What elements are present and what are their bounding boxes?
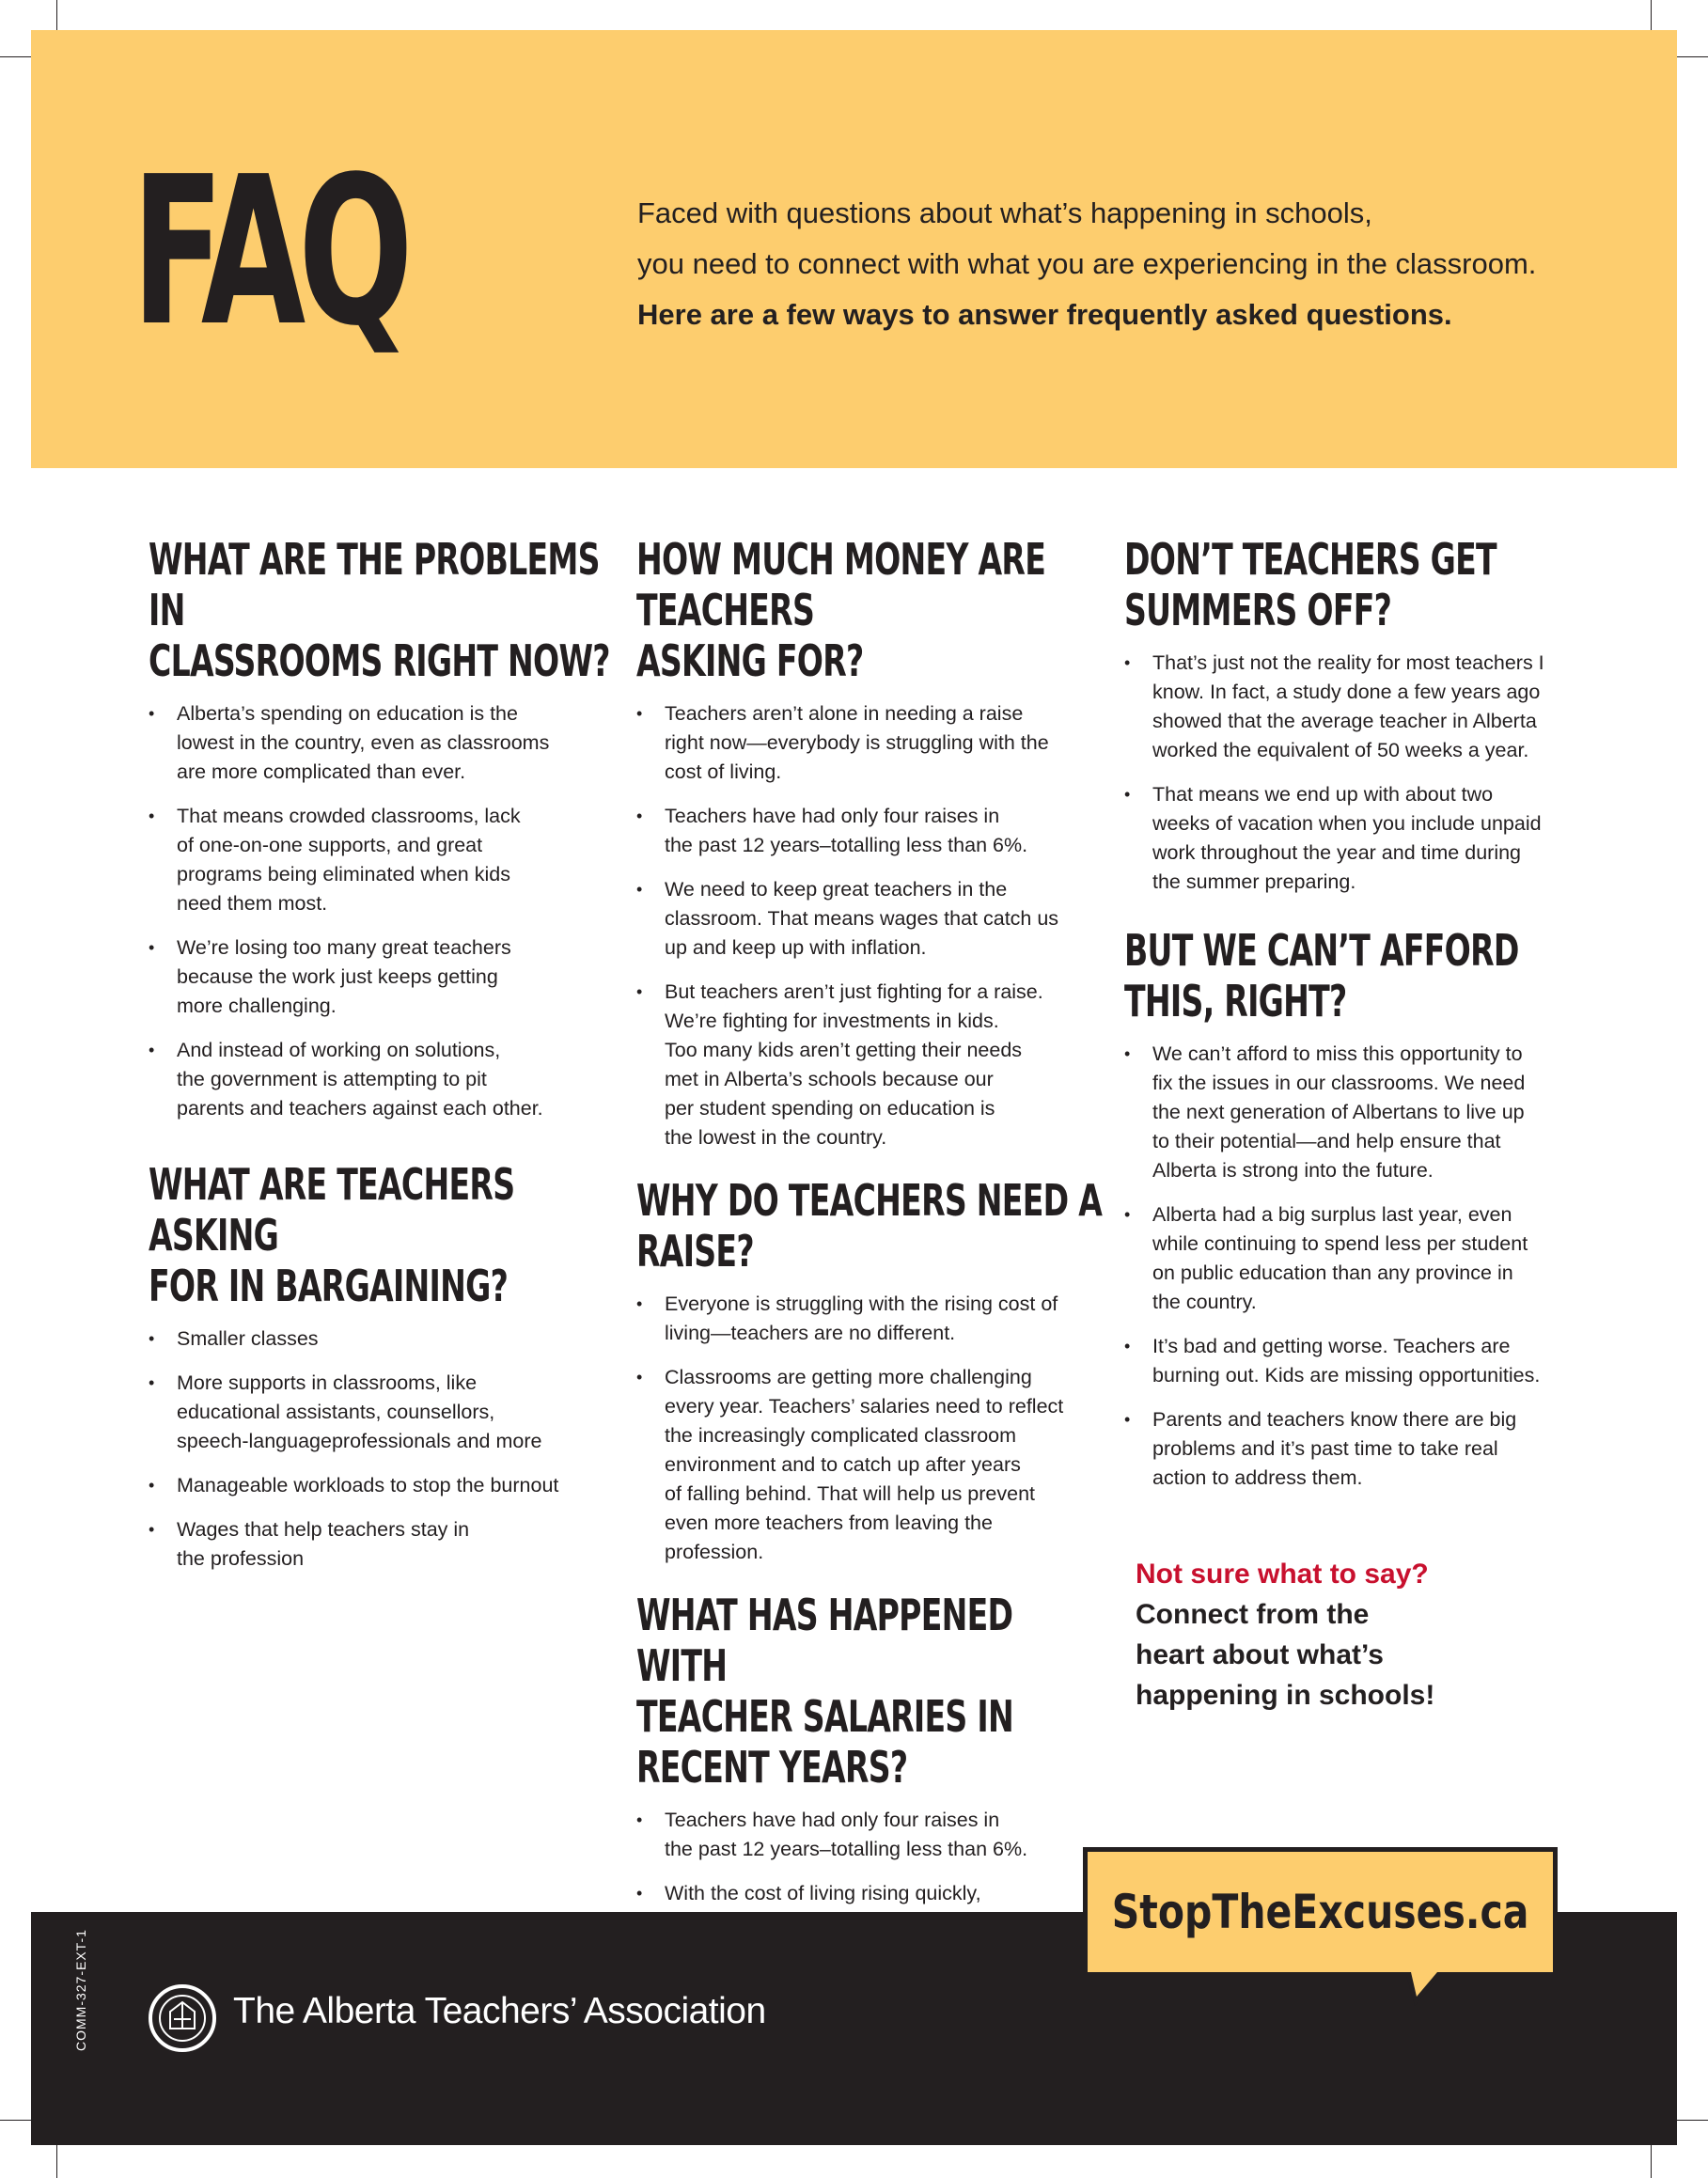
section-heading (1124, 534, 1598, 635)
bullet-line: to their potential—and help ensure that (1152, 1130, 1501, 1152)
bullet-line: of falling behind. That will help us prevent (665, 1482, 1036, 1505)
bullet-line: profession. (665, 1541, 764, 1563)
bullet-line: need them most. (177, 892, 328, 915)
section-heading (1124, 925, 1598, 1026)
bullet-line: problems and it’s past time to take real (1152, 1437, 1498, 1460)
bullet-list (149, 1324, 600, 1574)
faq-section (636, 1590, 1106, 1937)
bullet-line: even more teachers from leaving the (665, 1512, 993, 1534)
list-item (636, 802, 1106, 860)
section-heading (149, 1159, 622, 1311)
list-item (149, 1324, 600, 1354)
bullet-line: • More supports in classrooms, like (177, 1371, 478, 1394)
section-heading (636, 534, 1110, 686)
cta-line: Connect from the (1136, 1599, 1370, 1630)
bullet-line: know. In fact, a study done a few years ago (1152, 681, 1541, 703)
call-to-action (1136, 1554, 1530, 1716)
bullet-line: • We can’t afford to miss this opportunity to (1152, 1042, 1523, 1065)
bullet-line: We’re fighting for investments in kids. (665, 1010, 999, 1032)
bullet-line: lowest in the country, even as classrooms (177, 731, 550, 754)
bullet-line: • And instead of working on solutions, (177, 1039, 501, 1061)
website-link[interactable] (1083, 1847, 1558, 1977)
bullet-line: while continuing to spend less per student (1152, 1232, 1528, 1255)
bullet-line: • Everyone is struggling with the rising cost of (665, 1293, 1058, 1315)
bullet-line: • Teachers have had only four raises in (665, 1809, 1000, 1831)
faq-section (636, 534, 1106, 1152)
list-item (636, 1290, 1106, 1348)
bullet-line: • It’s bad and getting worse. Teachers are (1152, 1335, 1511, 1357)
section-heading (636, 1590, 1110, 1793)
bullet-line: the country. (1152, 1291, 1257, 1313)
list-item (1124, 1332, 1594, 1390)
bullet-line: Alberta is strong into the future. (1152, 1159, 1434, 1182)
bullet-line: the increasingly complicated classroom (665, 1424, 1017, 1447)
list-item (1124, 1200, 1594, 1317)
ata-seal-icon (148, 1983, 217, 2053)
heading-line: WHY DO TEACHERS NEED A RAISE? (636, 1175, 1103, 1277)
heading-line: DON’T TEACHERS GET (1124, 534, 1496, 585)
bullet-line: speech-languageprofessionals and more (177, 1430, 542, 1452)
bullet-line: • Classrooms are getting more challenging (665, 1366, 1032, 1388)
heading-line: BUT WE CAN’T AFFORD THIS, RIGHT? (1124, 925, 1519, 1026)
bullet-line: • Parents and teachers know there are big (1152, 1408, 1517, 1431)
bullet-list (636, 1290, 1106, 1567)
list-item (149, 1515, 600, 1574)
bullet-line: environment and to catch up after years (665, 1453, 1021, 1476)
bullet-line: • That’s just not the reality for most teachers I (1152, 651, 1544, 674)
bullet-line: • That means crowded classrooms, lack (177, 805, 521, 827)
list-item (149, 1036, 600, 1123)
heading-line: RECENT YEARS? (636, 1742, 908, 1793)
bullet-line: of one-on-one supports, and great (177, 834, 483, 856)
section-heading (636, 1175, 1110, 1277)
heading-line: TEACHER SALARIES IN (636, 1691, 1013, 1742)
bullet-line: • With the cost of living rising quickly, (665, 1882, 981, 1904)
crop-mark (1651, 2140, 1652, 2178)
bullet-line: the lowest in the country. (665, 1126, 887, 1149)
bullet-line: • But teachers aren’t just fighting for a raise. (665, 980, 1043, 1003)
bullet-line: showed that the average teacher in Alberta (1152, 710, 1537, 732)
bullet-line: programs being eliminated when kids (177, 863, 510, 885)
bullet-line: more challenging. (177, 995, 337, 1017)
intro-line: Faced with questions about what’s happening in schools, (637, 196, 1372, 229)
bullet-list (1124, 649, 1594, 897)
bullet-line: classroom. That means wages that catch us (665, 907, 1059, 930)
bullet-line: parents and teachers against each other. (177, 1097, 543, 1120)
heading-line: WHAT ARE TEACHERS ASKING (149, 1159, 515, 1261)
bullet-line: • Smaller classes (177, 1327, 319, 1350)
bullet-line: Too many kids aren’t getting their needs (665, 1039, 1023, 1061)
bullet-list (1124, 1040, 1594, 1493)
list-item (1124, 780, 1594, 897)
list-item (149, 1471, 600, 1500)
bullet-line: on public education than any province in (1152, 1261, 1513, 1284)
bullet-line: fix the issues in our classrooms. We need (1152, 1072, 1526, 1094)
bullet-line: the next generation of Albertans to live up (1152, 1101, 1525, 1123)
bullet-line: every year. Teachers’ salaries need to reflect (665, 1395, 1064, 1418)
heading-line: WHAT ARE THE PROBLEMS IN (149, 534, 600, 635)
bullet-line: living—teachers are no different. (665, 1322, 956, 1344)
intro-line: you need to connect with what you are experiencing in the classroom. (637, 247, 1537, 280)
organization-name: The Alberta Teachers’ Association (233, 1991, 766, 2031)
heading-line: ASKING FOR? (636, 635, 864, 686)
bullet-line: the government is attempting to pit (177, 1068, 487, 1090)
bullet-line: up and keep up with inflation. (665, 936, 927, 959)
list-item (149, 699, 600, 787)
cta-question: Not sure what to say? (1136, 1559, 1429, 1590)
list-item (636, 875, 1106, 963)
heading-line: WHAT HAS HAPPENED WITH (636, 1590, 1013, 1691)
bullet-list (636, 699, 1106, 1152)
bullet-line: • We need to keep great teachers in the (665, 878, 1008, 901)
list-item (149, 1369, 600, 1456)
bullet-line: per student spending on education is (665, 1097, 995, 1120)
bullet-line: the profession (177, 1547, 305, 1570)
list-item (636, 978, 1106, 1152)
bullet-line: the past 12 years–totalling less than 6%. (665, 1838, 1028, 1860)
bullet-line: the past 12 years–totalling less than 6%. (665, 834, 1028, 856)
cta-line: happening in schools! (1136, 1680, 1435, 1711)
bullet-line: work throughout the year and time during (1152, 841, 1522, 864)
section-heading (149, 534, 622, 686)
page-title: FAQ (132, 133, 406, 371)
bullet-line: right now—everybody is struggling with the (665, 731, 1049, 754)
list-item (1124, 1405, 1594, 1493)
bullet-line: action to address them. (1152, 1466, 1363, 1489)
list-item (636, 1806, 1106, 1864)
bullet-line: worked the equivalent of 50 weeks a year. (1152, 739, 1529, 761)
bullet-line: • Manageable workloads to stop the burnout (177, 1474, 559, 1496)
list-item (636, 699, 1106, 787)
bullet-list (149, 699, 600, 1123)
column-3 (1124, 534, 1594, 1508)
column-1 (149, 534, 610, 1589)
column-2 (636, 534, 1106, 1952)
crop-mark (56, 2140, 57, 2178)
list-item (149, 802, 600, 918)
list-item (1124, 649, 1594, 765)
faq-section (636, 1175, 1106, 1567)
heading-line: CLASSROOMS RIGHT NOW? (149, 635, 610, 686)
bullet-line: • We’re losing too many great teachers (177, 936, 511, 959)
faq-section (1124, 925, 1594, 1493)
cta-line: heart about what’s (1136, 1639, 1384, 1670)
bullet-line: weeks of vacation when you include unpaid (1152, 812, 1542, 835)
bullet-line: • Alberta had a big surplus last year, even (1152, 1203, 1512, 1226)
intro-strong: Here are a few ways to answer frequently asked questions. (637, 298, 1452, 331)
list-item (149, 933, 600, 1021)
bullet-line: are more complicated than ever. (177, 760, 466, 783)
faq-section (149, 1159, 600, 1574)
faq-section (1124, 534, 1594, 897)
heading-line: HOW MUCH MONEY ARE TEACHERS (636, 534, 1046, 635)
bullet-line: • Alberta’s spending on education is the (177, 702, 518, 725)
faq-section (149, 534, 610, 1123)
bullet-line: • Teachers aren’t alone in needing a raise (665, 702, 1024, 725)
list-item (1124, 1040, 1594, 1185)
bullet-line: burning out. Kids are missing opportunities. (1152, 1364, 1541, 1387)
heading-line: SUMMERS OFF? (1124, 585, 1392, 635)
bullet-line: • Teachers have had only four raises in (665, 805, 1000, 827)
heading-line: FOR IN BARGAINING? (149, 1261, 509, 1311)
bullet-line: • Wages that help teachers stay in (177, 1518, 470, 1541)
bullet-line: the summer preparing. (1152, 870, 1356, 893)
document-code-text: COMM-327-EXT-1 (73, 1929, 88, 2051)
website-text[interactable]: StopTheExcuses.ca (1111, 1885, 1529, 1939)
bullet-line: cost of living. (665, 760, 782, 783)
intro-text (637, 188, 1634, 340)
bullet-line: educational assistants, counsellors, (177, 1401, 495, 1423)
list-item (636, 1363, 1106, 1567)
bullet-line: • That means we end up with about two (1152, 783, 1494, 806)
bullet-line: because the work just keeps getting (177, 965, 498, 988)
bullet-line: met in Alberta’s schools because our (665, 1068, 994, 1090)
